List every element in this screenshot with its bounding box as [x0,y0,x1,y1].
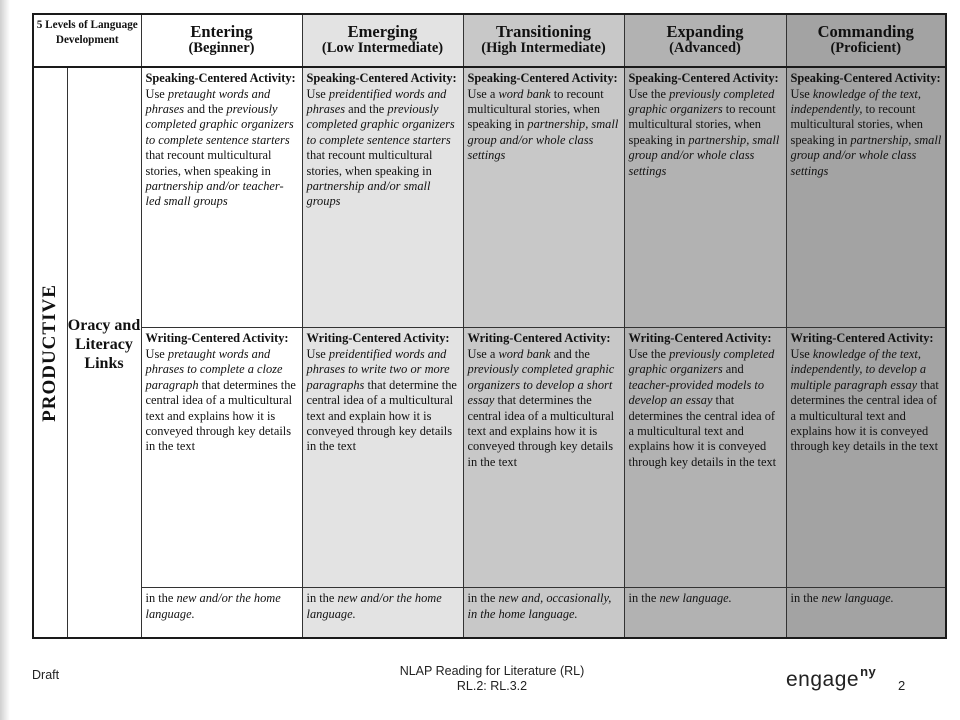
text-segment: to recount multicultural stories, when speaking in [628,101,776,147]
text-segment: Writing-Centered Activity: [790,331,934,346]
language-use-text [303,588,463,622]
language-levels-table [32,13,947,639]
level-title: Commanding [817,22,914,41]
speaking-cell-expanding [624,67,786,328]
text-segment: Speaking-Centered Activity: [790,71,941,86]
level-header-emerging [302,14,463,67]
draft-label: Draft [32,668,60,682]
text-segment: new and, occasionally, in the home language. [467,591,612,621]
text-segment: to recount multicultural stories, when speaking in [790,101,923,147]
text-segment: partnership and/or small groups [306,179,431,209]
language-cell-emerging [302,588,463,638]
text-segment: new language. [659,591,732,606]
text-segment: and the [184,101,227,116]
text-segment: in the [145,591,177,606]
text-segment: word bank [498,346,551,361]
writing-cell-transitioning [463,328,624,588]
text-segment: Speaking-Centered Activity: [628,71,779,86]
level-header-transitioning [463,14,624,67]
text-segment: Use [306,86,329,101]
text-segment: partnership, small group and/or whole class settings [467,117,619,163]
page-number: 2 [898,678,906,693]
text-segment: Writing-Centered Activity: [467,331,611,346]
text-segment: that recount multicultural stories, when speaking in [145,148,272,178]
text-segment: to recount multicultural stories, when speaking in [467,86,604,132]
text-segment: preidentified words and phrases [306,86,447,116]
text-segment: preidentified words and phrases to write two or more paragraphs [306,346,450,392]
productive-category-cell [33,67,67,638]
document-standard: RL.2: RL.3.2 [456,679,528,693]
text-segment: in the [467,591,499,606]
speaking-cell-emerging [302,67,463,328]
level-subtitle: (Beginner) [188,40,255,56]
writing-activity-text [142,328,302,454]
text-segment: Writing-Centered Activity: [306,331,450,346]
oracy-literacy-cell [67,67,141,638]
productive-label: PRODUCTIVE [39,283,61,422]
text-segment: in the [628,591,660,606]
text-segment: new and/or the home language. [145,591,281,621]
text-segment: pretaught words and phrases [145,86,271,116]
writing-activity-text [464,328,624,470]
text-segment: Use [145,346,168,361]
level-header-entering [141,14,302,67]
text-segment: that recount multicultural stories, when speaking in [306,148,433,178]
writing-cell-expanding [624,328,786,588]
text-segment: previously completed graphic organizers [628,346,775,377]
text-segment: Speaking-Centered Activity: [145,71,296,86]
writing-cell-emerging [302,328,463,588]
text-segment: new and/or the home language. [306,591,442,621]
level-title: Emerging [347,22,418,41]
header-row [33,14,946,67]
level-subtitle: (Low Intermediate) [321,40,444,56]
speaking-activity-text [464,68,624,163]
text-segment: Writing-Centered Activity: [628,331,772,346]
level-title: Transitioning [495,22,592,41]
text-segment: that determines the central idea of a multicultural text and explains how it is conveyed through key details in the text [628,393,777,469]
text-segment: knowledge of the text, independently, to develop a multiple paragraph essay [790,346,927,392]
text-segment: previously completed graphic organizers [628,86,775,116]
text-segment: in the [790,591,822,606]
writing-cell-commanding [786,328,946,588]
language-use-text [787,588,946,606]
speaking-cell-transitioning [463,67,624,328]
level-header-commanding [786,14,946,67]
text-segment: that determines the central idea of a multicultural text and explains how it is conveyed through key details in the text [145,377,296,454]
level-subtitle: (Proficient) [830,40,902,56]
text-segment: and the [345,101,388,116]
level-subtitle: (Advanced) [669,40,741,56]
language-cell-expanding [624,588,786,638]
language-use-text [142,588,302,622]
text-segment: partnership, small group and/or whole class settings [790,132,942,178]
text-segment: and [722,362,744,377]
language-use-text [625,588,786,606]
level-title: Expanding [666,22,744,41]
corner-header-label: 5 Levels of Language Development [36,19,138,46]
text-segment: Use a [467,346,499,361]
text-segment: pretaught words and phrases to complete a cloze paragraph [145,346,283,392]
text-segment: Use [145,86,168,101]
text-segment: previously completed graphic organizers to complete sentence starters [145,101,294,147]
speaking-row [33,67,946,328]
writing-activity-text [625,328,786,470]
text-segment: that determines the central idea of a multicultural text and explains how it is conveyed through key details in the text [790,377,939,454]
text-segment: partnership and/or teacher-led small groups [145,179,284,209]
level-subtitle: (High Intermediate) [481,40,606,56]
text-segment: knowledge of the text, independently, [790,86,921,116]
text-segment: new language. [821,591,894,606]
language-cell-transitioning [463,588,624,638]
text-segment: teacher-provided models to develop an essay [628,377,765,408]
speaking-activity-text [787,68,946,179]
language-cell-entering [141,588,302,638]
engageny-logo [786,664,876,692]
text-segment: in the [306,591,338,606]
text-segment: previously completed graphic organizers to complete sentence starters [306,101,455,147]
text-segment: Speaking-Centered Activity: [306,71,457,86]
corner-header-cell [33,14,141,67]
text-segment: and the [550,346,590,361]
text-segment: partnership, small group and/or whole class settings [628,132,780,178]
text-segment: Use the [628,346,670,361]
text-segment: Use a [467,86,499,101]
language-use-text [464,588,624,622]
speaking-activity-text [625,68,786,179]
speaking-cell-commanding [786,67,946,328]
writing-activity-text [787,328,946,454]
level-title: Entering [190,22,253,41]
language-row [33,588,946,638]
text-segment: Use the [628,86,670,101]
writing-cell-entering [141,328,302,588]
text-segment: that determine the central idea of a multicultural text and explain how it is conveyed through key details in the text [306,377,457,454]
text-segment: Use [790,346,813,361]
text-segment: Writing-Centered Activity: [145,331,289,346]
speaking-activity-text [142,68,302,210]
document-title-block [372,664,612,694]
text-segment: Speaking-Centered Activity: [467,71,618,86]
text-segment: that determines the central idea of a multicultural text and explains how it is conveyed through key details in the text [467,393,615,469]
scan-edge-shadow [0,0,10,720]
text-segment: Use [790,86,813,101]
text-segment: previously completed graphic organizers to develop a short essay [467,362,615,408]
writing-activity-text [303,328,463,454]
writing-row [33,328,946,588]
level-header-expanding [624,14,786,67]
language-cell-commanding [786,588,946,638]
speaking-activity-text [303,68,463,210]
text-segment: Use [306,346,329,361]
speaking-cell-entering [141,67,302,328]
logo-superscript-text: ny [860,664,877,679]
text-segment: word bank [498,86,551,101]
document-title: NLAP Reading for Literature (RL) [399,664,585,678]
oracy-literacy-label: Oracy and Literacy Links [67,317,141,373]
logo-main-text: engage [786,668,860,691]
